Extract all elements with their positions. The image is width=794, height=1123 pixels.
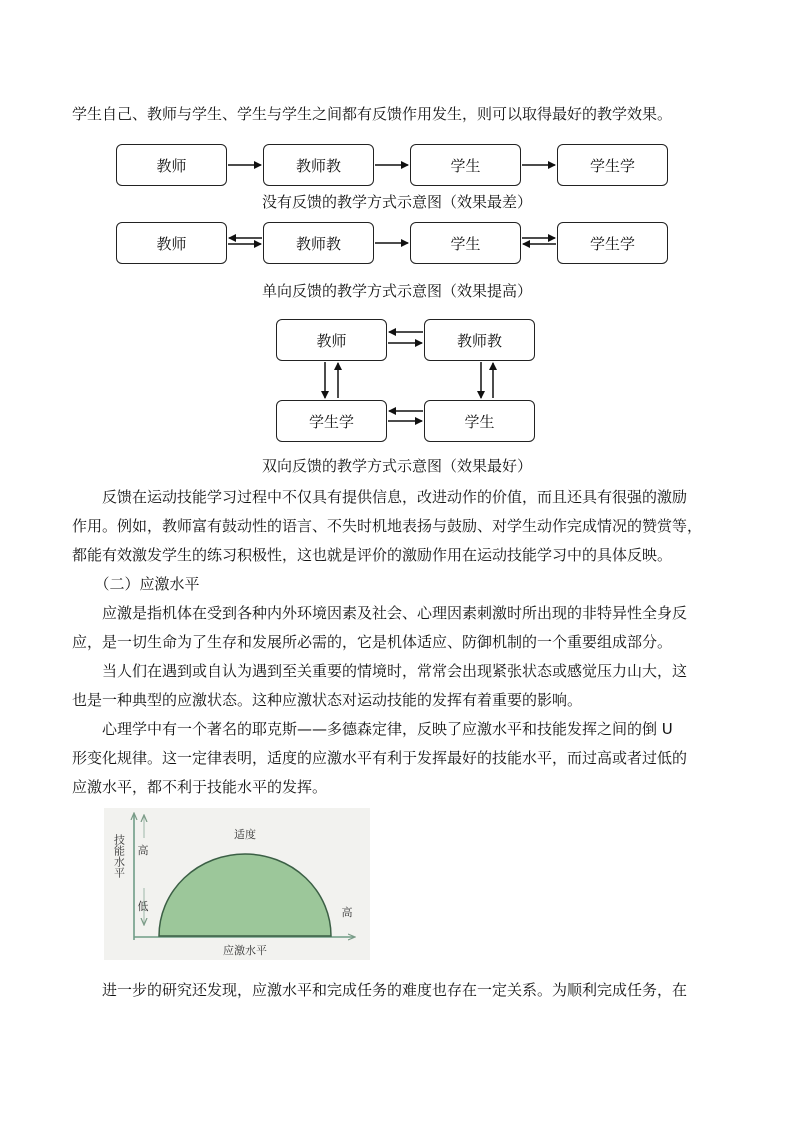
- d3-node-teacher-teach: 教师教: [424, 319, 535, 361]
- label-y-low: 低: [137, 900, 149, 913]
- d1-node-student: 学生: [410, 144, 521, 186]
- p3-line-2: 也是一种典型的应激状态。这种应激状态对运动技能的发挥有着重要的影响。: [72, 691, 583, 709]
- label-moderate: 适度: [234, 828, 256, 841]
- intro-line: 学生自己、教师与学生、学生与学生之间都有反馈作用发生，则可以取得最好的教学效果。: [72, 105, 673, 123]
- p2-line-2: 应，是一切生命为了生存和发展所必需的，它是机体适应、防御机制的一个重要组成部分。: [72, 633, 673, 651]
- d2-node-student-learn: 学生学: [557, 222, 668, 264]
- inverted-u-curve: [159, 854, 331, 936]
- label-x-high: 高: [341, 906, 353, 919]
- d3-node-student-learn: 学生学: [276, 400, 387, 442]
- d2-caption: 单向反馈的教学方式示意图（效果提高）: [261, 282, 532, 300]
- d1-node-teacher-teach: 教师教: [263, 144, 374, 186]
- d2-node-student: 学生: [410, 222, 521, 264]
- p5-line-1: 进一步的研究还发现，应激水平和完成任务的难度也存在一定关系。为顺利完成任务，在: [72, 981, 688, 999]
- x-axis-label: 应激水平: [223, 944, 267, 957]
- d3-node-student: 学生: [424, 400, 535, 442]
- d1-node-student-learn: 学生学: [557, 144, 668, 186]
- p1-line-3: 都能有效激发学生的练习积极性，这也就是评价的激励作用在运动技能学习中的具体反映。: [72, 546, 673, 564]
- y-axis-label: 技能水平: [112, 834, 126, 878]
- p4-line-1: 心理学中有一个著名的耶克斯——多德森定律，反映了应激水平和技能发挥之间的倒 U: [72, 720, 673, 738]
- p1-line-1: 反馈在运动技能学习过程中不仅具有提供信息，改进动作的价值，而且还具有很强的激励: [72, 488, 688, 506]
- p4-line-2: 形变化规律。这一定律表明，适度的应激水平有利于发挥最好的技能水平，而过高或者过低的: [72, 749, 688, 767]
- d2-node-teacher-teach: 教师教: [263, 222, 374, 264]
- p1-line-2: 作用。例如，教师富有鼓动性的语言、不失时机地表扬与鼓励、对学生动作完成情况的赞赏等，: [72, 517, 703, 535]
- chart-svg: [104, 808, 370, 960]
- p3-line-1: 当人们在遇到或自认为遇到至关重要的情境时，常常会出现紧张状态或感觉压力山大，这: [72, 662, 688, 680]
- stress-skill-chart: [104, 808, 370, 960]
- flow-arrows: [0, 0, 794, 460]
- p4-line-3: 应激水平，都不利于技能水平的发挥。: [72, 778, 328, 796]
- d1-caption: 没有反馈的教学方式示意图（效果最差）: [261, 193, 532, 211]
- d3-caption: 双向反馈的教学方式示意图（效果最好）: [261, 457, 532, 475]
- label-y-high: 高: [137, 844, 149, 857]
- d2-node-teacher: 教师: [116, 222, 227, 264]
- section-heading: （二）应激水平: [72, 575, 200, 593]
- d3-node-teacher: 教师: [276, 319, 387, 361]
- d1-node-teacher: 教师: [116, 144, 227, 186]
- p2-line-1: 应激是指机体在受到各种内外环境因素及社会、心理因素刺激时所出现的非特异性全身反: [72, 604, 688, 622]
